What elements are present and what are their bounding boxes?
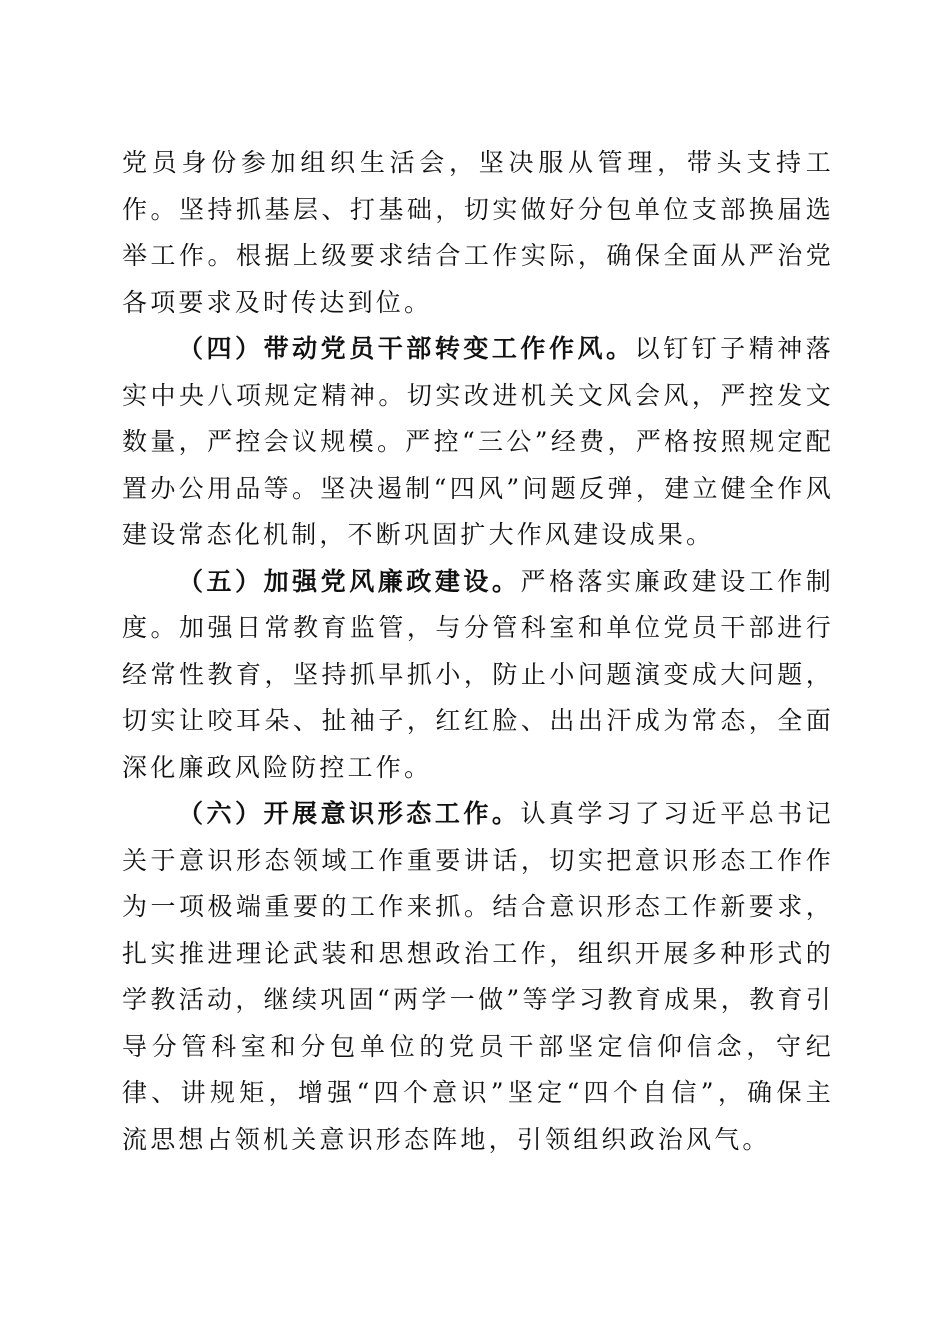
paragraph-text: 以钉钉子精神落实中央八项规定精神。切实改进机关文风会风，严控发文数量，严控会议规模。严控“三公”经费，严格按照规定配置办公用品等。坚决遏制“四风”问题反弹，建立健全作风建设常态化机制，不断巩固扩大作风建设成果。 [122,334,834,549]
paragraph-section-6 [122,791,834,1163]
document-body [122,140,834,1163]
paragraph-text: 党员身份参加组织生活会，坚决服从管理，带头支持工作。坚持抓基层、打基础，切实做好分包单位支部换届选举工作。根据上级要求结合工作实际，确保全面从严治党各项要求及时传达到位。 [122,148,834,317]
section-heading: （五）加强党风廉政建设。 [178,566,521,596]
paragraph-section-5 [122,559,834,792]
paragraph-text: 严格落实廉政建设工作制度。加强日常教育监管，与分管科室和单位党员干部进行经常性教育，坚持抓早抓小，防止小问题演变成大问题，切实让咬耳朵、扯袖子，红红脸、出出汗成为常态，全面深化廉政风险防控工作。 [122,566,834,782]
paragraph-section-4 [122,326,834,559]
paragraph-continuation [122,140,834,326]
paragraph-text: 认真学习了习近平总书记关于意识形态领域工作重要讲话，切实把意识形态工作作为一项极端重要的工作来抓。结合意识形态工作新要求，扎实推进理论武装和思想政治工作，组织开展多种形式的学教活动，继续巩固“两学一做”等学习教育成果，教育引导分管科室和分包单位的党员干部坚定信仰信念，守纪律、讲规矩，增强“四个意识”坚定“四个自信”，确保主流思想占领机关意识形态阵地，引领组织政治风气。 [122,799,834,1154]
section-heading: （六）开展意识形态工作。 [178,799,521,828]
section-heading: （四）带动党员干部转变工作作风。 [178,334,635,363]
